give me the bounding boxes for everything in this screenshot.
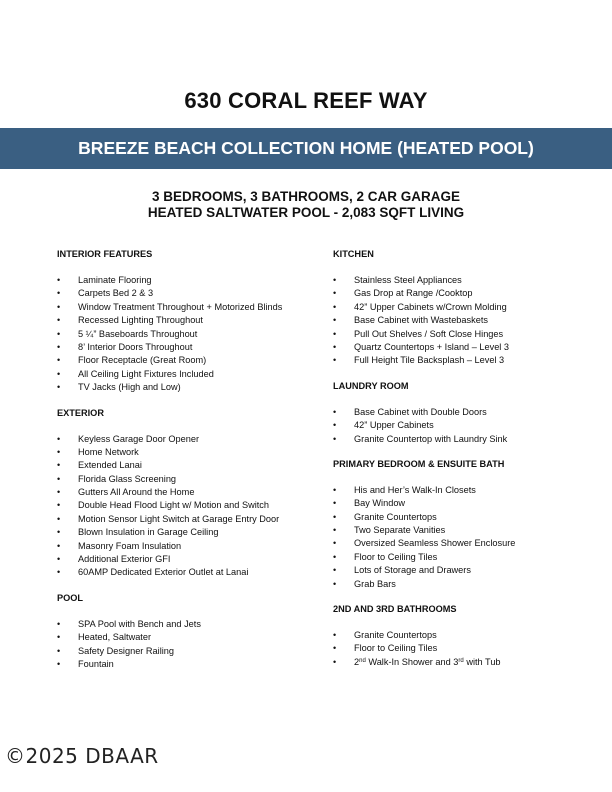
right-column: [333, 248, 603, 669]
list-item: • 42” Upper Cabinets: [333, 419, 603, 432]
section-exterior: [57, 407, 327, 580]
list-item: • Keyless Garage Door Opener: [57, 433, 327, 446]
subtitle-line-2: HEATED SALTWATER POOL - 2,083 SQFT LIVING: [147, 205, 465, 220]
list-item: • Gutters All Around the Home: [57, 486, 327, 499]
list-item: • Lots of Storage and Drawers: [333, 564, 603, 577]
list-item: • Safety Designer Railing: [57, 645, 327, 658]
list-item: • 8’ Interior Doors Throughout: [57, 341, 327, 354]
feature-list: [333, 629, 603, 669]
list-item: • SPA Pool with Bench and Jets: [57, 618, 327, 631]
section-secondary-bathrooms: [333, 603, 603, 669]
list-item: • All Ceiling Light Fixtures Included: [57, 368, 327, 381]
list-item: • Granite Countertops: [333, 629, 603, 642]
collection-banner: [0, 128, 612, 169]
list-item: • 5 ¼” Baseboards Throughout: [57, 328, 327, 341]
list-item: • Floor Receptacle (Great Room): [57, 354, 327, 367]
list-item: • Quartz Countertops + Island – Level 3: [333, 341, 603, 354]
copyright-watermark: ©2025 DBAAR: [5, 744, 159, 768]
list-item: • Florida Glass Screening: [57, 473, 327, 486]
list-item: • Gas Drop at Range /Cooktop: [333, 287, 603, 300]
feature-list: [333, 406, 603, 446]
feature-list: [57, 274, 327, 395]
list-item: • Carpets Bed 2 & 3: [57, 287, 327, 300]
section-primary-bedroom: [333, 458, 603, 591]
section-heading: LAUNDRY ROOM: [333, 380, 409, 391]
list-item: • Extended Lanai: [57, 459, 327, 472]
section-kitchen: [333, 248, 603, 368]
section-interior-features: [57, 248, 327, 395]
section-heading: INTERIOR FEATURES: [57, 249, 153, 259]
subtitle-line-1: 3 BEDROOMS, 3 BATHROOMS, 2 CAR GARAGE: [151, 189, 461, 204]
section-heading: PRIMARY BEDROOM & ENSUITE BATH: [333, 458, 505, 469]
section-pool: [57, 592, 327, 672]
list-item: • Recessed Lighting Throughout: [57, 314, 327, 327]
ordinal-suffix: nd: [359, 657, 366, 664]
ordinal-number: 2: [354, 656, 360, 667]
list-item: • Window Treatment Throughout + Motorized Blinds: [57, 301, 327, 314]
section-heading: EXTERIOR: [57, 407, 104, 418]
banner-text: BREEZE BEACH COLLECTION HOME (HEATED POOL): [78, 138, 534, 158]
list-item: • Pull Out Shelves / Soft Close Hinges: [333, 328, 603, 341]
left-column: [57, 248, 327, 671]
list-item: • Motion Sensor Light Switch at Garage Entry Door: [57, 513, 327, 526]
ordinal-suffix: rd: [458, 657, 464, 664]
subtitle: [0, 189, 612, 221]
list-item: • Blown Insulation in Garage Ceiling: [57, 526, 327, 539]
item-text: with Tub: [463, 656, 501, 667]
list-item: • Fountain: [57, 658, 327, 671]
section-heading: KITCHEN: [333, 249, 374, 259]
list-item: • Grab Bars: [333, 578, 603, 591]
list-item: • Masonry Foam Insulation: [57, 540, 327, 553]
feature-list: [57, 618, 327, 672]
list-item: • 60AMP Dedicated Exterior Outlet at Lanai: [57, 566, 327, 579]
list-item: • Base Cabinet with Wastebaskets: [333, 314, 603, 327]
list-item: • Granite Countertop with Laundry Sink: [333, 433, 603, 446]
list-item: • Additional Exterior GFI: [57, 553, 327, 566]
feature-list: [333, 484, 603, 591]
list-item: • Laminate Flooring: [57, 274, 327, 287]
item-text: Walk-In Shower and 3: [365, 656, 459, 667]
list-item: • Heated, Saltwater: [57, 631, 327, 644]
list-item: • His and Her’s Walk-In Closets: [333, 484, 603, 497]
feature-list: [57, 433, 327, 580]
list-item: • 42” Upper Cabinets w/Crown Molding: [333, 301, 603, 314]
list-item: • Floor to Ceiling Tiles: [333, 642, 603, 655]
page-title: 630 CORAL REEF WAY: [184, 88, 428, 113]
list-item: • Double Head Flood Light w/ Motion and Switch: [57, 499, 327, 512]
list-item: • Full Height Tile Backsplash – Level 3: [333, 354, 603, 367]
list-item: • Bay Window: [333, 497, 603, 510]
section-heading: POOL: [57, 592, 84, 603]
list-item: • Stainless Steel Appliances: [333, 274, 603, 287]
feature-list: [333, 274, 603, 368]
list-item-shower-tub: [333, 656, 603, 669]
list-item: • TV Jacks (High and Low): [57, 381, 327, 394]
list-item: • Oversized Seamless Shower Enclosure: [333, 537, 603, 550]
list-item: • Home Network: [57, 446, 327, 459]
section-heading: 2ND AND 3RD BATHROOMS: [333, 604, 457, 615]
list-item: • Two Separate Vanities: [333, 524, 603, 537]
list-item: • Floor to Ceiling Tiles: [333, 551, 603, 564]
list-item: • Base Cabinet with Double Doors: [333, 406, 603, 419]
list-item: • Granite Countertops: [333, 511, 603, 524]
section-laundry-room: [333, 380, 603, 446]
